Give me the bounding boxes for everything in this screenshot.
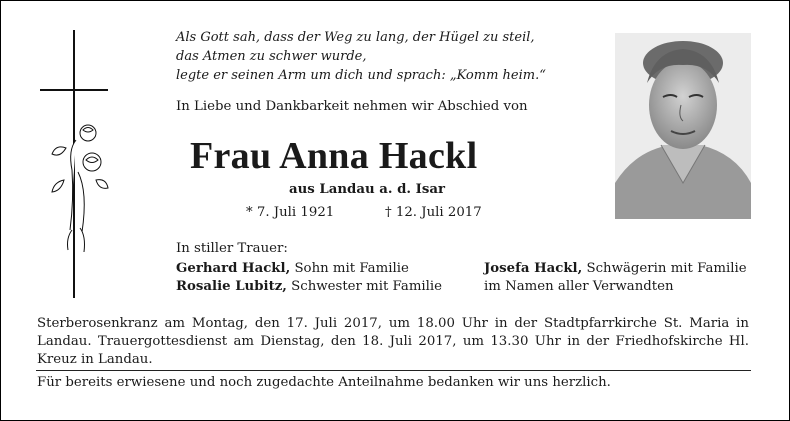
- birth-date: * 7. Juli 1921: [246, 205, 335, 220]
- death-date: † 12. Juli 2017: [385, 205, 482, 220]
- intro-text: In Liebe und Dankbarkeit nehmen wir Abschied von: [176, 99, 528, 114]
- mourner-name: Josefa Hackl,: [484, 261, 583, 276]
- mourners-heading: In stiller Trauer:: [176, 241, 288, 256]
- mourner-relation: Schwägerin mit Familie: [586, 261, 747, 276]
- quote-line-3: legte er seinen Arm um dich und sprach: „Komm heim.“: [176, 68, 546, 83]
- mourner-left-1: [176, 261, 409, 276]
- portrait-photo: [615, 33, 751, 219]
- quote-line-2: das Atmen zu schwer wurde,: [176, 49, 367, 64]
- mourner-name: Gerhard Hackl,: [176, 261, 291, 276]
- mourner-name: Rosalie Lubitz,: [176, 279, 287, 294]
- thanks-text: Für bereits erwiesene und noch zugedachte Anteilnahme bedanken wir uns herzlich.: [37, 375, 611, 390]
- cross-with-roses-icon: [36, 30, 116, 300]
- deceased-name: Frau Anna Hackl: [190, 135, 478, 177]
- mourner-relation: im Namen aller Verwandten: [484, 279, 674, 294]
- mourner-relation: Sohn mit Familie: [294, 261, 409, 276]
- mourner-right-2: [484, 279, 674, 294]
- quote-line-1: Als Gott sah, dass der Weg zu lang, der Hügel zu steil,: [176, 30, 535, 45]
- divider: [36, 370, 751, 371]
- mourner-left-2: [176, 279, 442, 294]
- service-info: Sterberosenkranz am Montag, den 17. Juli 2017, um 18.00 Uhr in der Stadtpfarrkirche St. Maria in Landau. Trauergottesdienst am Dienstag, den 18. Juli 2017, um 13.30 Uhr in der Friedhofskirche Hl. Kreuz in Landau.: [37, 316, 749, 367]
- origin-text: aus Landau a. d. Isar: [289, 182, 445, 197]
- mourner-relation: Schwester mit Familie: [291, 279, 443, 294]
- mourner-right-1: [484, 261, 747, 276]
